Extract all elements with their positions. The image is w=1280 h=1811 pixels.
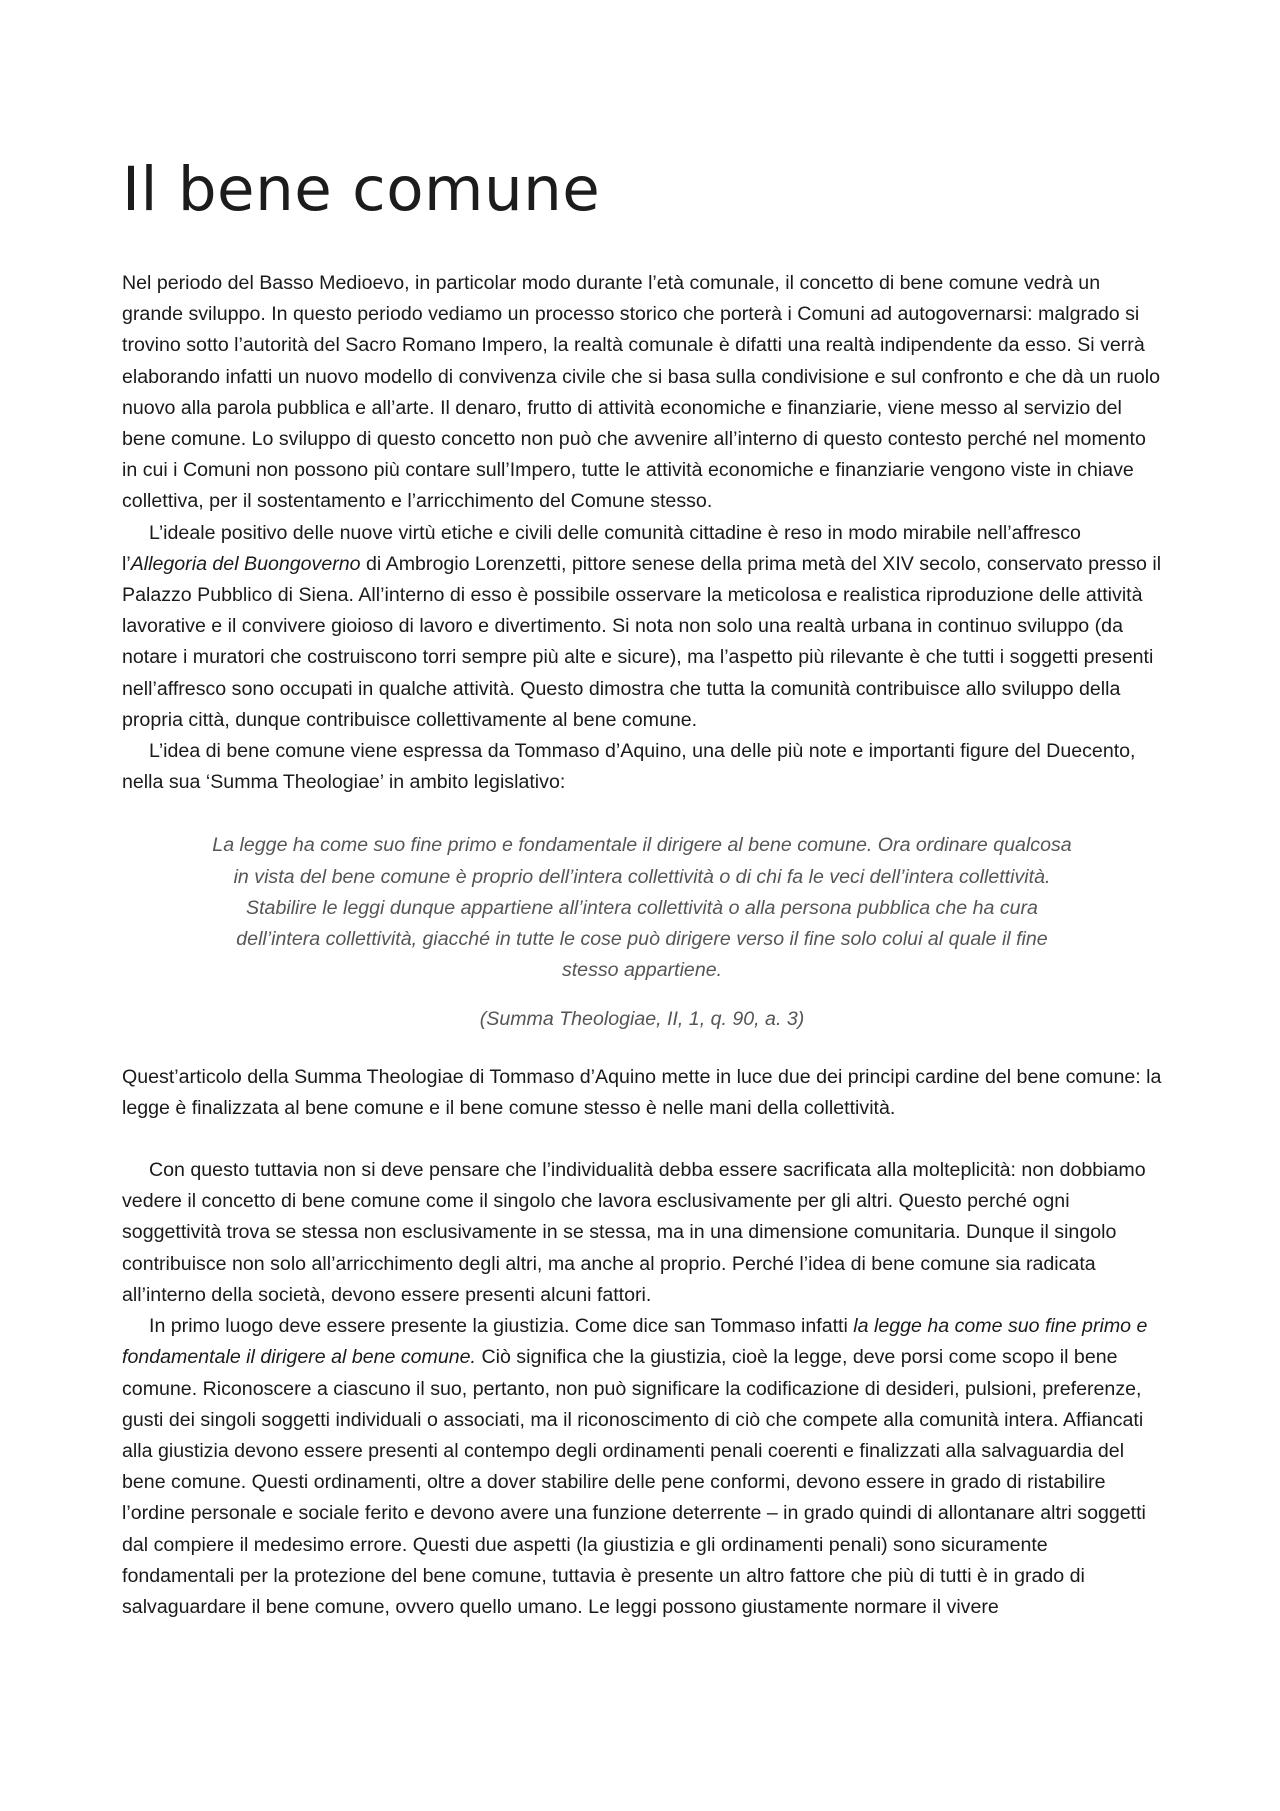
block-quote: La legge ha come suo fine primo e fondamentale il dirigere al bene comune. Ora ordinare qualcosa in vista del bene comune è proprio dell’intera collettività o di chi fa le veci dell’intera collettività. Stabilire le leggi dunque appartiene all’intera collettività o alla persona pubblica che ha cura dell’intera collettività, giacché in tutte le cose può dirigere verso il fine solo colui al quale il fine stesso appartiene.	[212, 834, 1072, 982]
paragraph-intro: Nel periodo del Basso Medioevo, in particolar modo durante l’età comunale, il concetto di bene comune vedrà un grande sviluppo. In questo periodo vediamo un processo storico che porterà i Comuni ad autogovernarsi: malgrado si trovino sotto l’autorità del Sacro Romano Impero, la realtà comunale è difatti una realtà indipendente da esso. Si verrà elaborando infatti un nuovo modello di convivenza civile che si basa sulla condivisione e sul confronto e che dà un ruolo nuovo alla parola pubblica e all’arte. Il denaro, frutto di attività economiche e finanziarie, viene messo al servizio del bene comune. Lo sviluppo di questo concetto non può che avvenire all’interno di questo contesto perché nel momento in cui i Comuni non possono più contare sull’Impero, tutte le attività economiche e finanziarie vengono viste in chiave collettiva, per il sostentamento e l’arricchimento del Comune stesso.	[122, 272, 1161, 513]
paragraph-giustizia-text-b: Ciò significa che la giustizia, cioè la legge, deve porsi come scopo il bene comune. Riconoscere a ciascuno il suo, pertanto, non può significare la codificazione di desideri, pulsioni, preferenze, gusti dei singoli soggetti individuali o associati, ma il riconoscimento di ciò che compete alla comunità intera. Affiancati alla giustizia devono essere presenti al contempo degli ordinamenti penali coerenti e finalizzati alla salvaguardia del bene comune. Questi ordinamenti, oltre a dover stabilire delle pene conformi, devono essere in grado di ristabilire l’ordine personale e sociale ferito e devono avere una funzione deterrente – in grado quindi di allontanare altri soggetti dal compiere il medesimo errore. Questi due aspetti (la giustizia e gli ordinamenti penali) sono sicuramente fondamentali per la protezione del bene comune, tuttavia è presente un altro fattore che più di tutti è in grado di salvaguardare il bene comune, ovvero quello umano. Le leggi possono giustamente normare il vivere	[122, 1346, 1146, 1618]
paragraph-giustizia-text-a: In primo luogo deve essere presente la giustizia. Come dice san Tommaso infatti	[149, 1315, 854, 1338]
paragraph-allegoria	[122, 518, 1162, 736]
paragraph-giustizia	[122, 1311, 1162, 1623]
inline-quote: la legge ha come suo fine primo e fondamentale il dirigere al bene comune.	[122, 1315, 1148, 1369]
quote-source: (Summa Theologiae, II, 1, q. 90, a. 3)	[479, 1008, 805, 1031]
artwork-title: Allegoria del Buongoverno	[130, 552, 361, 575]
paragraph-tommaso: L’idea di bene comune viene espressa da Tommaso d’Aquino, una delle più note e importanti figure del Duecento, nella sua ‘Summa Theologiae’ in ambito legislativo:	[122, 740, 1136, 794]
paragraph-summa: Quest’articolo della Summa Theologiae di Tommaso d’Aquino mette in luce due dei principi cardine del bene comune: la legge è finalizzata al bene comune e il bene comune stesso è nelle mani della collettività.	[122, 1065, 1162, 1119]
paragraph-allegoria-text-b: di Ambrogio Lorenzetti, pittore senese della prima metà del XIV secolo, conservato presso il Palazzo Pubblico di Siena. All’interno di esso è possibile osservare la meticolosa e realistica riproduzione delle attività lavorative e il convivere gioioso di lavoro e divertimento. Si nota non solo una realtà urbana in continuo sviluppo (da notare i muratori che costruiscono torri sempre più alte e sicure), ma l’aspetto più rilevante è che tutti i soggetti presenti nell’affresco sono occupati in qualche attività. Questo dimostra che tutta la comunità contribuisce allo sviluppo della propria città, dunque contribuisce collettivamente al bene comune.	[122, 552, 1162, 731]
paragraph-individualita: Con questo tuttavia non si deve pensare che l’individualità debba essere sacrificata alla molteplicità: non dobbiamo vedere il concetto di bene comune come il singolo che lavora esclusivamente per gli altri. Questo perché ogni soggettività trova se stessa non esclusivamente in se stessa, ma in una dimensione comunitaria. Dunque il singolo contribuisce non solo all’arricchimento degli altri, ma anche al proprio. Perché l’idea di bene comune sia radicata all’interno della società, devono essere presenti alcuni fattori.	[122, 1159, 1146, 1306]
paragraph-allegoria-text-a: L’ideale positivo delle nuove virtù etiche e civili delle comunità cittadine è reso in modo mirabile nell’affresco l’	[122, 521, 1081, 575]
document-title: Il bene comune	[122, 154, 601, 225]
